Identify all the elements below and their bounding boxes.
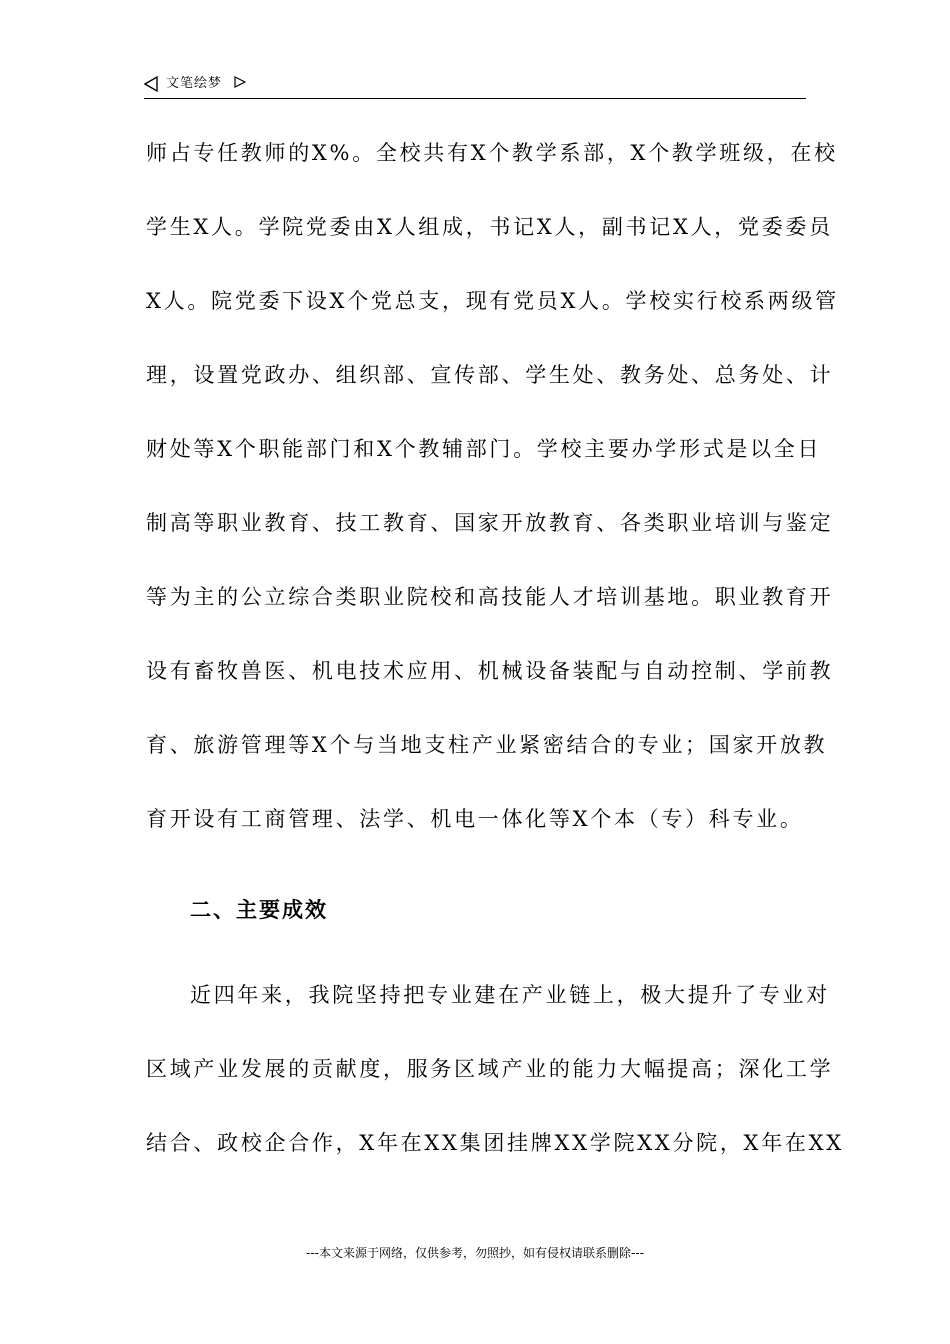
- body-line: 制高等职业教育、技工教育、国家开放教育、各类职业培训与鉴定: [146, 511, 834, 535]
- body-line: 育、旅游管理等X个与当地支柱产业紧密结合的专业；国家开放教: [146, 733, 828, 757]
- body-line: X人。院党委下设X个党总支，现有党员X人。学校实行校系两级管: [146, 289, 839, 313]
- triangle-right-icon: [234, 76, 246, 88]
- body-line: 学生X人。学院党委由X人组成，书记X人，副书记X人，党委委员: [146, 215, 833, 239]
- body-line: 理，设置党政办、组织部、宣传部、学生处、教务处、总务处、计: [146, 363, 834, 387]
- body-line: 设有畜牧兽医、机电技术应用、机械设备装配与自动控制、学前教: [146, 659, 834, 683]
- body-line: 等为主的公立综合类职业院校和高技能人才培训基地。职业教育开: [146, 585, 834, 609]
- page-header: [144, 72, 806, 99]
- section-line: 近四年来，我院坚持把专业建在产业链上，极大提升了专业对: [190, 983, 830, 1007]
- triangle-left-icon: [144, 76, 158, 92]
- section-line: 区域产业发展的贡献度，服务区域产业的能力大幅提高；深化工学: [146, 1057, 834, 1081]
- header-brand: 文笔绘梦: [166, 76, 223, 91]
- body-line: 财处等X个职能部门和X个教辅部门。学校主要办学形式是以全日: [146, 437, 822, 461]
- section-line: 结合、政校企合作，X年在XX集团挂牌XX学院XX分院，X年在XX: [146, 1131, 844, 1155]
- section-heading: 二、主要成效: [190, 898, 328, 922]
- body-line: 育开设有工商管理、法学、机电一体化等X个本（专）科专业。: [146, 807, 804, 831]
- footer-notice: ---本文来源于网络，仅供参考，勿照抄，如有侵权请联系删除---: [306, 1246, 644, 1260]
- body-line: 师占专任教师的X%。全校共有X个教学系部，X个教学班级，在校: [146, 141, 838, 165]
